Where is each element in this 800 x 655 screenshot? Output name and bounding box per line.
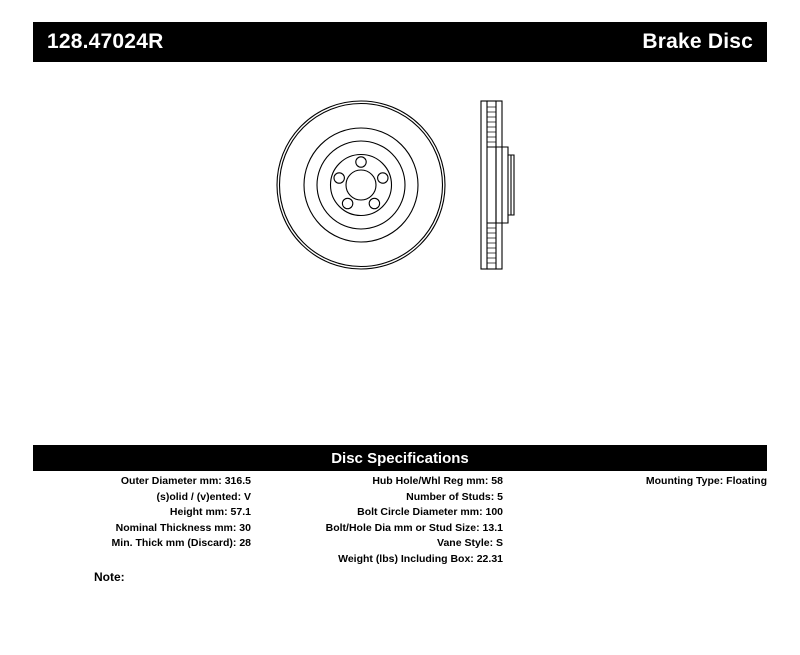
- spec-column-left: [33, 474, 251, 552]
- part-number: 128.47024R: [47, 30, 164, 53]
- spec-column-middle: [263, 474, 503, 567]
- spec-item: Weight (lbs) Including Box: 22.31: [338, 552, 503, 565]
- spec-item: Bolt/Hole Dia mm or Stud Size: 13.1: [325, 521, 503, 534]
- disc-specifications-title: Disc Specifications: [331, 449, 469, 467]
- spec-item: Vane Style: S: [437, 537, 503, 549]
- spec-item: (s)olid / (v)ented: V: [156, 490, 251, 503]
- brake-disc-edge-view: [481, 101, 514, 269]
- note-row: [94, 570, 125, 584]
- brake-disc-face-view: [277, 101, 445, 269]
- spec-item: Mounting Type: Floating: [645, 475, 767, 487]
- technical-drawing: [260, 85, 550, 295]
- brake-disc-drawing-svg: [260, 85, 550, 295]
- product-category: Brake Disc: [642, 30, 753, 53]
- spec-item: Height mm: 57.1: [169, 506, 251, 518]
- spec-item: Outer Diameter mm: 316.5: [120, 475, 251, 487]
- spec-item: Nominal Thickness mm: 30: [115, 521, 251, 534]
- part-header-bar: [33, 22, 767, 62]
- spec-item: Hub Hole/Whl Reg mm: 58: [372, 475, 503, 487]
- spec-column-right: [523, 474, 767, 490]
- disc-specifications-header: [33, 445, 767, 471]
- spec-item: Number of Studs: 5: [406, 490, 503, 503]
- spec-item: Min. Thick mm (Discard): 28: [111, 537, 251, 549]
- spec-item: Bolt Circle Diameter mm: 100: [357, 506, 503, 518]
- note-label: Note:: [94, 570, 125, 584]
